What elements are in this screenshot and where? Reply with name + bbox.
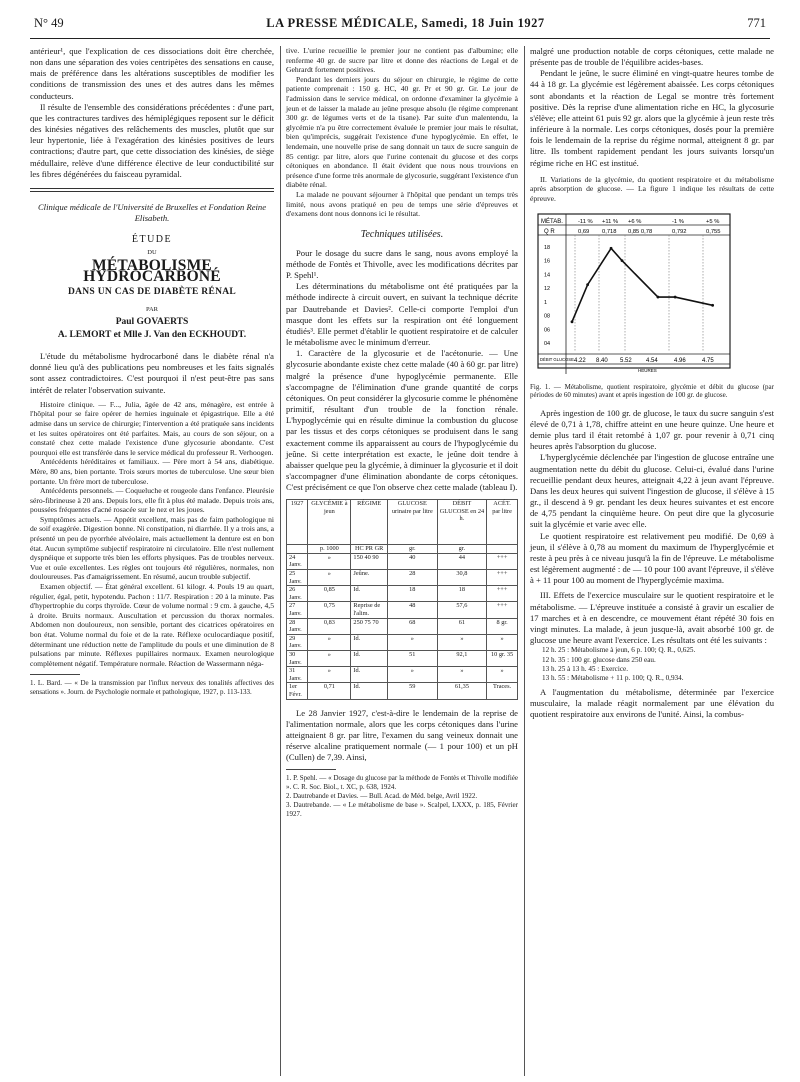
table-header: GLYCÉMIE à jeun bbox=[308, 500, 351, 545]
debit-value: 4.54 bbox=[646, 357, 658, 364]
author-line: Paul GOVAERTS bbox=[115, 316, 189, 327]
table-cell: 31 Janv. bbox=[287, 667, 308, 683]
header-rule bbox=[30, 38, 770, 39]
table-cell: Id. bbox=[351, 667, 387, 683]
journal-title: LA PRESSE MÉDICALE, Samedi, 18 Juin 1927 bbox=[266, 16, 545, 30]
paragraph: Histoire clinique. — F..., Julia, âgée de 42 ans, ménagère, est entrée à l'hôpital pour se faire opérer de hernies inguinale et épigastrique. Elle a été admise dans un service de chirurgie; l'intervention a été pratiquée sans incidents et les suites opératoires ont été parfaites. Mais, au cours de son séjour, on a constaté chez cette malade l'existence d'une glycosurie abondante. C'est pourquoi elle est transférée dans le service médical du professeur R. Verhoogen. bbox=[30, 399, 274, 457]
table-cell: 68 bbox=[387, 618, 437, 634]
table-cell: » bbox=[308, 553, 351, 569]
figure-caption: Fig. 1. — Métabolisme, quotient respiratoire, glycémie et débit du glucose (par périodes de 60 minutes) avant et après ingestion de 100 gr. de glucose. bbox=[530, 382, 774, 400]
table-cell: Traces. bbox=[487, 683, 518, 699]
column-1 bbox=[30, 46, 274, 697]
table-row bbox=[287, 586, 518, 602]
table-row bbox=[287, 602, 518, 618]
table-unit: p. 1000 bbox=[308, 545, 351, 554]
quotient-value: 0,792 bbox=[672, 228, 687, 235]
data-point bbox=[586, 283, 589, 286]
table-cell: 1er Févr. bbox=[287, 683, 308, 699]
paragraph: II. Variations de la glycémie, du quotient respiratoire et du métabolisme après absorption de glucose. — La figure 1 indique les résultats de cette épreuve. bbox=[530, 174, 774, 203]
table-row bbox=[287, 618, 518, 634]
paragraph: Antécédents personnels. — Coqueluche et rougeole dans l'enfance. Pleurésie séro-fibrineuse à 20 ans. Depuis lors, elle fit à plus été malade. Depuis trois ans, poussées fréquentes d'acné rosacée sur le nez et les joues. bbox=[30, 486, 274, 515]
table-cell: 0,71 bbox=[308, 683, 351, 699]
page-number: 771 bbox=[747, 16, 766, 30]
results-list bbox=[530, 646, 774, 684]
table-cell: 61,35 bbox=[437, 683, 486, 699]
table-cell: 40 bbox=[387, 553, 437, 569]
list-item: 13 h. 25 à 13 h. 45 : Exercice. bbox=[542, 664, 629, 673]
table-cell: 26 Janv. bbox=[287, 586, 308, 602]
table-cell: 48 bbox=[387, 602, 437, 618]
paragraph: L'hyperglycémie déclenchée par l'ingestion de glucose entraîne une augmentation nette du débit du glucose. Celui-ci, évalué dans l'urine recueillie pendant deux heures, atteignait 4,22 à jeun avant l'épreuve. Dans les deux heures qui suivent l'ingestion de glucose, il s'élève à 15 gr., il descend à 9 gr. pendant les deux heures suivantes et est encore de 4,75 pendant la cinquième heure. On peut dire que la glycosurie suit la glycémie et varie avec elle. bbox=[530, 452, 774, 530]
column-divider bbox=[280, 46, 281, 1076]
paragraph: Examen objectif. — État général excellent. 61 kilogr. 4. Pouls 19 au quart, régulier, égal, petit, hypotendu. Pachon : 11/7. Respiration : 20 à la minute. Pas d'hypertrophie du corps thyroïde. Cœur de volume normal : 9 cm. à gauche, 4,5 à droite. Bruits normaux. Auscultation et percussion du thorax normales. Abdomen non douloureux, non sensible, portant des cicatrices opératoires en bon état. Volume normal du foie et de la rate. Réflexe oculocardiaque positif, déterminant une réduction nette de l'amplitude du pouls et une diminution de 8 pulsations par minute. Réflexes pupillaires normaux. Examen neurologique complètement négatif. Température normale. Réaction de Wassermann néga- bbox=[30, 582, 274, 668]
debit-label: DÉBIT GLUCOSE bbox=[540, 356, 574, 362]
footnote: 3. Dautrebande. — « Le métabolisme de base ». Scalpel, LXXX, p. 185, Février 1927. bbox=[286, 801, 518, 819]
table-cell: 30 Janv. bbox=[287, 651, 308, 667]
table-cell: Id. bbox=[351, 586, 387, 602]
footnote-rule bbox=[30, 674, 80, 675]
paragraph: Après ingestion de 100 gr. de glucose, le taux du sucre sanguin s'est élevé de 0,71 à 1,78, chiffre atteint en une heure quinze. Une heure et demie plus tard il était retombé à 1,07 gr. pour revenir à 0,71 cinq heures après l'absorption du glucose. bbox=[530, 407, 774, 452]
table-cell: 61 bbox=[437, 618, 486, 634]
table-cell: 0,83 bbox=[308, 618, 351, 634]
table-cell: +++ bbox=[487, 602, 518, 618]
data-point bbox=[657, 295, 660, 298]
list-item: 13 h. 55 : Métabolisme + 11 p. 100; Q. R., 0,934. bbox=[542, 674, 684, 683]
table-cell: Jeûne. bbox=[351, 570, 387, 586]
table-cell: » bbox=[308, 667, 351, 683]
section-heading: Techniques utilisées. bbox=[360, 228, 444, 240]
paragraph: Le quotient respiratoire est relativement peu modifié. De 0,69 à jeun, il s'élève à 0,78 au moment du maximum de l'hyperglycémie et reste à peu près à ce niveau jusqu'à la fin de l'épreuve. Le métabolisme est légèrement augmenté : de — 10 pour 100 avant l'épreuve, il s'élève à + 11 pour 100 au moment de l'hyperglycémie maxima. bbox=[530, 530, 774, 586]
author-line: A. LEMORT et Mlle J. Van den ECKHOUDT. bbox=[57, 329, 247, 340]
table-cell: 27 Janv. bbox=[287, 602, 308, 618]
data-point bbox=[571, 320, 574, 323]
table-cell: 29 Janv. bbox=[287, 634, 308, 650]
table-cell: 28 bbox=[387, 570, 437, 586]
table-row bbox=[287, 683, 518, 699]
debit-value: 5.52 bbox=[620, 357, 632, 364]
metabolism-value: -11 % bbox=[578, 218, 593, 225]
paragraph: Pour le dosage du sucre dans le sang, nous avons employé la méthode de Fontès et Thivolle, avec les modifications décrites par P. Spehl¹. bbox=[286, 247, 518, 281]
footnote: 1. P. Spehl. — « Dosage du glucose par la méthode de Fontès et Thivolle modifiée ». C. R. Soc. Biol., t. XC, p. 638, 1924. bbox=[286, 774, 518, 792]
data-table bbox=[286, 499, 518, 699]
data-point bbox=[621, 259, 624, 262]
table-header: ACÉT. par litre bbox=[487, 500, 518, 545]
debit-value: 8.40 bbox=[596, 357, 608, 364]
paragraph: malgré une production notable de corps cétoniques, cette malade ne présente pas de trouble de l'équilibre acides-bases. bbox=[530, 46, 774, 68]
paragraph: tive. L'urine recueillie le premier jour ne contient pas d'albumine; elle renferme 40 gr. de sucre par litre et donne des réactions de Legal et de Gehrardt fortement positives. bbox=[286, 46, 518, 75]
table-cell: 18 bbox=[387, 586, 437, 602]
table-cell: 25 Janv. bbox=[287, 570, 308, 586]
article-title: MÉTABOLISME HYDROCARBONÉ bbox=[83, 257, 221, 286]
chart-frame bbox=[538, 214, 730, 368]
data-point bbox=[711, 303, 714, 306]
article-kicker: ÉTUDE bbox=[131, 233, 173, 245]
table-unit bbox=[487, 545, 518, 554]
paragraph: Antécédents héréditaires et familiaux. — Père mort à 54 ans, diabétique. Mère, 80 ans, bien portante. Trois sœurs mortes de tuberculose. Une sœur bien portante. Un frère mort de tuberculose. bbox=[30, 457, 274, 486]
table-cell: 59 bbox=[387, 683, 437, 699]
y-tick-label: 16 bbox=[544, 258, 551, 265]
table-cell: 0,75 bbox=[308, 602, 351, 618]
institution: Clinique médicale de l'Université de Bruxelles et Fondation Reine Elisabeth. bbox=[37, 201, 267, 223]
page-header bbox=[34, 16, 766, 40]
table-header: DÉBIT GLUCOSE en 24 h. bbox=[437, 500, 486, 545]
list-item: 12 h. 35 : 100 gr. glucose dans 250 eau. bbox=[542, 655, 656, 664]
paragraph: Les déterminations du métabolisme ont été pratiquées par la méthode indirecte à circuit ouvert, en suivant la technique décrite par Dautrebande et Davies². Celle-ci comporte l'emploi d'un masque dont les effets sur la respiration ont été longuement étudiés³. Elle permet d'établir le quotient respiratoire et de calculer le métabolisme avec le minimum d'erreur. bbox=[286, 281, 518, 348]
table-cell: » bbox=[387, 667, 437, 683]
column-3 bbox=[530, 46, 774, 720]
table-cell: Reprise de l'alim. bbox=[351, 602, 387, 618]
paragraph: Le 28 Janvier 1927, c'est-à-dire le lendemain de la reprise de l'alimentation normale, alors que les corps cétoniques dans l'urine atteignaient 8 gr. par litre, l'examen du sang veineux donnait une réserve alcaline pratiquement normale (— 1 pour 100) et un pH (Cullen) de 7,39. Ainsi, bbox=[286, 707, 518, 763]
table-row bbox=[287, 553, 518, 569]
table-cell: 28 Janv. bbox=[287, 618, 308, 634]
table-cell: Id. bbox=[351, 683, 387, 699]
table-unit bbox=[287, 545, 308, 554]
table-row bbox=[287, 634, 518, 650]
glycemia-line bbox=[572, 248, 713, 321]
issue-number: N° 49 bbox=[34, 16, 64, 30]
quotient-value: 0,85 0,78 bbox=[628, 228, 653, 235]
table-unit: HC PR GR bbox=[351, 545, 387, 554]
table-cell: » bbox=[308, 651, 351, 667]
paragraph: Symptômes actuels. — Appétit excellent, mais pas de faim pathologique ni de soif exagérée. Digestion bonne. Ni constipation, ni diarrhée. Il y a trois ans, a présenté un peu de pyorrhée alvéolaire, mais actuellement la denture est en bon état. Aucun symptôme subjectif respiratoire ni circulatoire. Elle n'est nullement dyspnéique et supporte très bien les efforts physiques. Pas de troubles nerveux. Vue et ouïe excellentes. Les règles ont toujours été régulières, normales, non douloureuses. Pas d'amaigrissement. En résumé, aucun trouble subjectif. bbox=[30, 514, 274, 582]
table-cell: 51 bbox=[387, 651, 437, 667]
article-kicker-du: DU bbox=[147, 249, 157, 257]
debit-value: 4.22 bbox=[574, 357, 586, 364]
table-unit: gr. bbox=[437, 545, 486, 554]
data-point bbox=[610, 246, 613, 249]
quotient-value: 0,718 bbox=[602, 228, 617, 235]
metabolism-value: +11 % bbox=[602, 218, 619, 225]
paragraph: A l'augmentation du métabolisme, déterminée par l'exercice musculaire, la malade réagit normalement par une élévation du quotient respiratoire aux environs de l'unité. Ainsi, la combus- bbox=[530, 686, 774, 720]
byline-par: PAR bbox=[145, 305, 159, 313]
debit-value: 4.96 bbox=[674, 357, 686, 364]
y-tick-label: 08 bbox=[544, 313, 551, 320]
table-cell: +++ bbox=[487, 570, 518, 586]
table-row bbox=[287, 667, 518, 683]
qr-header-label: Q R bbox=[544, 228, 555, 235]
table-cell: » bbox=[308, 570, 351, 586]
table-cell: Id. bbox=[351, 651, 387, 667]
table-cell: +++ bbox=[487, 586, 518, 602]
table-cell: 57,6 bbox=[437, 602, 486, 618]
paragraph: La malade ne pouvant séjourner à l'hôpital que pendant un temps très limité, nous avons pratiqué en peu de temps une série d'épreuves et d'examens dont nous donnons ici le résultat. bbox=[286, 189, 518, 219]
paragraph: Pendant le jeûne, le sucre éliminé en vingt-quatre heures tombe de 44 à 18 gr. La glycémie est légèrement abaissée. Les corps cétoniques sont abondants et la réaction de Legal se montre très fortement positive. Dès la reprise d'une alimentation riche en HC, la glycosurie s'élève; elle atteint 61 puis 92 gr. alors que la glycémie à jeun reste très inférieure à la normale. Les corps cétoniques, dosés pour la première fois le lendemain de la reprise du régime normal, atteignent 8 gr. par litre. Ils tombent rapidement pendant les jours suivants lorsqu'un régime riche en HC est institué. bbox=[530, 68, 774, 168]
article-subtitle: DANS UN CAS DE DIABÈTE RÉNAL bbox=[67, 286, 237, 297]
table-cell: 18 bbox=[437, 586, 486, 602]
table-cell: » bbox=[487, 634, 518, 650]
table-cell: » bbox=[487, 667, 518, 683]
table-header: 1927 bbox=[287, 500, 308, 545]
paragraph: antérieur¹, que l'explication de ces dissociations doit être cherchée, non dans une séparation des voies centripètes des sensations en cause, mais de préférence dans les altérations susceptibles de modifier les conditions de transmission des unes et des autres dans les mêmes conducteurs. bbox=[30, 46, 274, 101]
quotient-value: 0,69 bbox=[578, 228, 590, 235]
metabolism-value: +6 % bbox=[628, 218, 642, 225]
metabolism-chart bbox=[530, 208, 774, 378]
y-tick-label: 12 bbox=[544, 285, 551, 292]
table-cell: » bbox=[308, 634, 351, 650]
y-tick-label: 06 bbox=[544, 326, 551, 333]
y-tick-label: 1 bbox=[544, 299, 548, 306]
table-cell: 150 40 90 bbox=[351, 553, 387, 569]
table-cell: 44 bbox=[437, 553, 486, 569]
metabolism-value: -1 % bbox=[672, 218, 684, 225]
table-cell: 250 75 70 bbox=[351, 618, 387, 634]
separator bbox=[30, 188, 274, 189]
table-cell: » bbox=[437, 667, 486, 683]
list-item: 12 h. 25 : Métabolisme à jeun, 6 p. 100; Q. R., 0,625. bbox=[542, 646, 696, 655]
column-divider bbox=[524, 46, 525, 1076]
debit-value: 4.75 bbox=[702, 357, 714, 364]
figure-1 bbox=[530, 208, 774, 381]
table-cell: 8 gr. bbox=[487, 618, 518, 634]
column-2 bbox=[286, 46, 518, 819]
footnote: 2. Dautrebande et Davies. — Bull. Acad. de Méd. belge, Avril 1922. bbox=[286, 792, 478, 801]
paragraph: III. Effets de l'exercice musculaire sur le quotient respiratoire et le métabolisme. — L'épreuve instituée a consisté à gravir un escalier de 17 marches et à en descendre, ce mouvement étant répété 30 fois en vingt minutes. La malade, à jeun jusque-là, avait absorbé 100 gr. de glucose une heure avant l'exercice. Les résultats ont été les suivants : bbox=[530, 590, 774, 645]
metab-header-label: MÉTAB. bbox=[541, 218, 563, 225]
table-header: GLUCOSE urinaire par litre bbox=[387, 500, 437, 545]
table-cell: 24 Janv. bbox=[287, 553, 308, 569]
metabolism-value: +5 % bbox=[706, 218, 720, 225]
table-cell: Id. bbox=[351, 634, 387, 650]
table-unit: gr. bbox=[387, 545, 437, 554]
table-cell: 30,8 bbox=[437, 570, 486, 586]
paragraph: 1. Caractère de la glycosurie et de l'acétonurie. — Une glycosurie abondante existe chez cette malade (40 à 60 gr. par litre) malgré la présence d'une hypoglycémie permanente. Elle s'accompagne de l'élimination d'une grande quantité de corps cétoniques. On peut considérer la glycosurie comme le phénomène primitif, résultant d'un trouble de la fonction rénale. L'hypoglycémie qui en résulte diminue la combustion du glucose par les tissus et des corps cétoniques se produisent dans le sang exactement comme ils apparaissent au cours de l'hypoglycémie du jeûne. Si cette interprétation est exacte, le jeûne doit tendre à abaisser quelque peu la glycémie, à diminuer la glycosurie et il doit s'accompagner d'une élimination abondante de corps cétoniques. C'est précisément ce que l'on observe chez cette malade (tableau I). bbox=[286, 348, 518, 493]
x-axis-label: HEURES bbox=[638, 367, 657, 373]
table-cell: » bbox=[387, 634, 437, 650]
quotient-value: 0,755 bbox=[706, 228, 721, 235]
table-row bbox=[287, 570, 518, 586]
y-tick-label: 04 bbox=[544, 340, 551, 347]
table-cell: 92,1 bbox=[437, 651, 486, 667]
table-header: RÉGIME bbox=[351, 500, 387, 545]
paragraph: Pendant les derniers jours du séjour en chirurgie, le régime de cette patiente comprenait : 150 g. HC, 40 gr. Pr et 90 gr. Gr. Le jour de l'admission dans le service médical, on ordonne d'examiner la glycémie à jeun et de laisser la malade au jeûne presque absolu (le régime comprenant 300 gr. de légumes verts et de la tisane). Par suite d'un malentendu, la glycémie n'a pu être correctement évaluée le premier jour mais le résultat, bien qu'imprécis, suggérait l'existence d'une hypoglycémie. En effet, le lendemain, une nouvelle prise de sang donnait un taux de sucre sanguin de 85 centigr. par litre, alors que l'urine contenait du glucose et des corps cétoniques en abondance. Il était évident que nous nous trouvions en présence d'une forme très anormale de glycosurie, suggérant l'existence d'un diabète rénal. bbox=[286, 74, 518, 190]
data-point bbox=[674, 295, 677, 298]
paragraph: Il résulte de l'ensemble des considérations précédentes : d'une part, que les contractures tardives des hémiplégiques reposent sur le déficit des kinésies négatives des relâchements des muscles, plutôt que sur leur hypertonie, liée à l'exagération des kinésies positives de leurs contractions; d'autre part, que cette dissociation des kinésies, de siège médullaire, relève d'une différence élective de leur conductibilité sur les fibres dégénérées du faisceau pyramidal. bbox=[30, 101, 274, 179]
table-row bbox=[287, 651, 518, 667]
y-tick-label: 18 bbox=[544, 244, 551, 251]
separator bbox=[30, 191, 274, 192]
table-cell: » bbox=[437, 634, 486, 650]
table-cell: 10 gr. 35 bbox=[487, 651, 518, 667]
table-cell: 0,85 bbox=[308, 586, 351, 602]
paragraph: L'étude du métabolisme hydrocarboné dans le diabète rénal n'a donné lieu qu'à des publications peu nombreuses et les faits signalés sont assez contradictoires. C'est pourquoi il n'est peut-être pas sans intérêt de relater l'observation suivante. bbox=[30, 351, 274, 395]
footnote-rule bbox=[286, 769, 336, 770]
footnote: 1. L. Bard. — « De la transmission par l'influx nerveux des tonalités affectives des sensations ». Journ. de Psychologie normale et pathologique, 1927, p. 113-133. bbox=[30, 679, 274, 697]
y-tick-label: 14 bbox=[544, 271, 551, 278]
table-cell: +++ bbox=[487, 553, 518, 569]
